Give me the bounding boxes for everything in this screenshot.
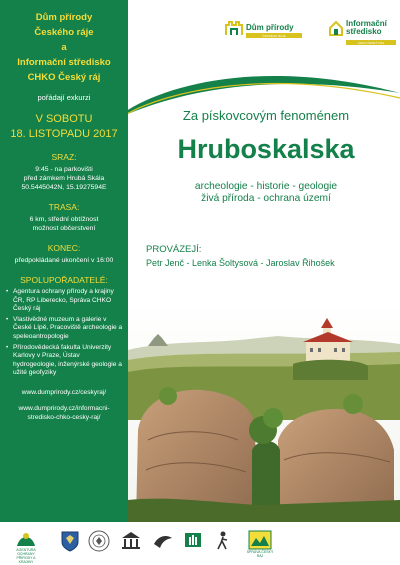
partner-item: • Agentura ochrany přírody a krajiny ČR, RP Liberecko, Správa CHKO Český ráj bbox=[6, 288, 123, 314]
date-line: V SOBOTU bbox=[35, 113, 93, 125]
aopk-logo-icon bbox=[15, 530, 37, 548]
inf-line: Informační bbox=[346, 19, 387, 28]
hiker-logo-icon bbox=[212, 530, 234, 550]
info-line: před zámkem Hrubá Skála bbox=[23, 175, 105, 182]
crest-logo bbox=[60, 530, 80, 552]
info-line: předpokládané ukončení v 16:00 bbox=[14, 257, 114, 264]
aopk-logo bbox=[12, 530, 40, 564]
spolu-heading: SPOLUPOŘADATELÉ: bbox=[20, 275, 108, 285]
geo-logo-icon bbox=[248, 530, 272, 550]
info-line: 9:45 - na parkovišti bbox=[35, 166, 93, 173]
hiker-logo bbox=[212, 530, 234, 550]
org-line: Českého ráje bbox=[34, 27, 94, 38]
logo-bar bbox=[346, 40, 396, 45]
partner-logos-bar bbox=[0, 522, 400, 565]
info-line: 6 km, střední obtížnost bbox=[29, 216, 99, 223]
org-line: Informační středisko bbox=[17, 57, 111, 68]
org-line: CHKO Český ráj bbox=[27, 72, 101, 83]
guides-names: Petr Jenč - Lenka Šoltysová - Jaroslav Řihošek bbox=[146, 258, 335, 268]
organizers bbox=[0, 0, 128, 85]
guides-heading: PROVÁZEJÍ: bbox=[146, 244, 202, 255]
partner-item: • Přírodovědecká fakulta Univerzity Karlovy v Praze, Ústav hydrogeologie, inženýrské geologie a užité geofyziky bbox=[6, 344, 123, 378]
top-logos bbox=[210, 20, 398, 50]
partners-list bbox=[0, 288, 128, 378]
bird-logo bbox=[152, 530, 174, 550]
dum-prirody-name: Dům přírody bbox=[246, 23, 294, 32]
crest-icon bbox=[60, 530, 80, 552]
inf-sub: CHKO ČESKÝ RÁJ bbox=[357, 40, 385, 45]
sandstone-landscape-image bbox=[128, 300, 400, 522]
university-seal bbox=[88, 530, 110, 552]
sraz-info bbox=[0, 165, 128, 192]
seal-icon bbox=[88, 530, 110, 552]
web-links bbox=[0, 388, 128, 422]
web-link[interactable]: www.dumprirody.cz/ceskyraj/ bbox=[21, 388, 107, 396]
aopk-text: AGENTURA OCHRANY PŘÍRODY A KRAJINY bbox=[16, 548, 36, 564]
bird-logo-icon bbox=[152, 530, 174, 550]
topics-line: archeologie - historie - geologie bbox=[194, 181, 338, 192]
museum-logo bbox=[120, 530, 142, 550]
event-subtitle: Za pískovcovým fenoménem bbox=[182, 108, 350, 123]
event-title: Hruboskalska bbox=[177, 134, 355, 164]
date-line: 18. LISTOPADU 2017 bbox=[10, 128, 118, 140]
logo-bar bbox=[246, 33, 302, 38]
inf-line: středisko bbox=[346, 27, 382, 36]
informacni-name bbox=[346, 20, 387, 36]
sraz-heading: SRAZ: bbox=[51, 152, 77, 162]
trasa-info bbox=[0, 215, 128, 233]
geo-text: SPRÁVA ČESKÝ RÁJ bbox=[246, 550, 274, 558]
event-topics bbox=[138, 181, 394, 205]
org-line: a bbox=[61, 42, 67, 53]
org-line: Dům přírody bbox=[35, 12, 93, 23]
partner-item: • Vlastivědné muzeum a galerie v České Lípě, Pracoviště archeologie a speleoantropologie bbox=[6, 316, 123, 342]
hand-logo-icon bbox=[182, 530, 204, 550]
event-date bbox=[0, 112, 128, 142]
sidebar bbox=[0, 0, 128, 522]
dum-sub: ČESKÉHO RÁJE bbox=[262, 33, 286, 38]
dum-prirody-logo bbox=[224, 20, 302, 38]
info-line: 50.5445042N, 15.1927594E bbox=[21, 184, 107, 191]
web-link[interactable]: stredisko-chko-cesky-raj/ bbox=[27, 413, 101, 421]
konec-info bbox=[0, 256, 128, 265]
info-house-icon bbox=[328, 20, 344, 36]
trasa-heading: TRASA: bbox=[48, 202, 80, 212]
museum-logo-icon bbox=[120, 530, 142, 550]
pozadaji-text: pořádají exkurzi bbox=[37, 93, 91, 102]
web-link[interactable]: www.dumprirody.cz/informacni- bbox=[18, 404, 110, 412]
geo-logo bbox=[246, 530, 274, 558]
tower-icon bbox=[224, 20, 244, 36]
informacni-logo bbox=[328, 20, 396, 45]
hand-logo bbox=[182, 530, 204, 550]
topics-line: živá příroda - ochrana území bbox=[201, 193, 331, 204]
konec-heading: KONEC: bbox=[47, 243, 81, 253]
info-line: možnost občerstvení bbox=[32, 225, 96, 232]
